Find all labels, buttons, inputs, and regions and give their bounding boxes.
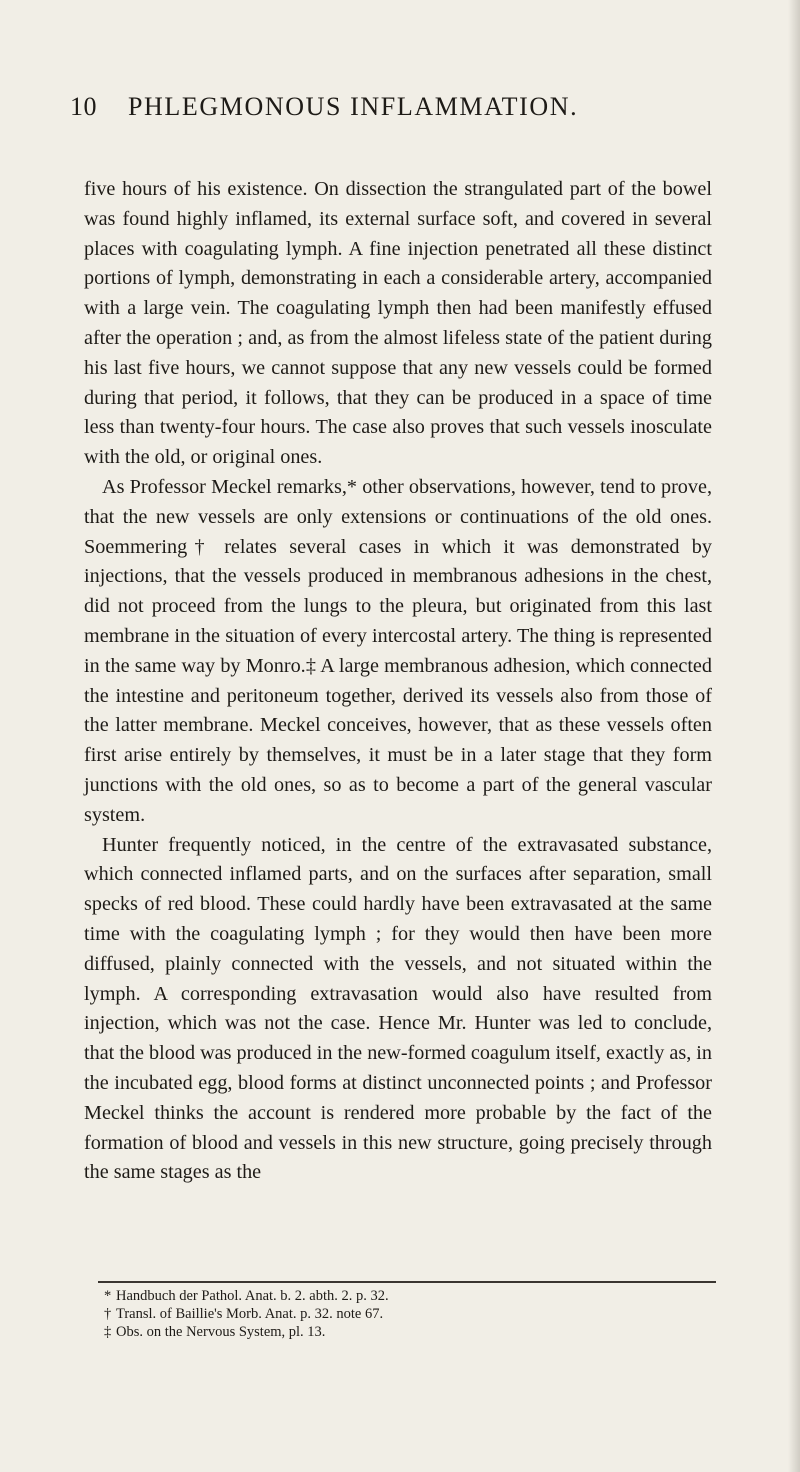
footnote-text: Transl. of Baillie's Morb. Anat. p. 32. note 67. — [116, 1306, 384, 1322]
footnote-divider — [98, 1281, 716, 1283]
page-header — [70, 92, 730, 136]
footnote-text: Obs. on the Nervous System, pl. 13. — [116, 1324, 326, 1340]
footnote-mark: * — [104, 1288, 112, 1304]
paragraph: Hunter frequently noticed, in the centre of the extravasated substance, which connected inflamed parts, and on the surfaces after separation, small specks of red blood. These could hardly have been extravasated at the same time with the coagulating lymph ; for they would then have been more diffused, plainly connected with the vessels, and not situated within the lymph. A corresponding extravasation would also have resulted from injection, which was not the case. Hence Mr. Hunter was led to conclude, that the blood was produced in the new-formed coagulum itself, exactly as, in the incubated egg, blood forms at distinct unconnected points ; and Professor Meckel thinks the account is rendered more probable by the fact of the formation of blood and vessels in this new structure, going precisely through the same stages as the — [84, 833, 712, 1184]
paragraph: five hours of his existence. On dissection the strangulated part of the bowel was found highly inflamed, its external surface soft, and covered in several places with coagulating lymph. A fine injection penetrated all these distinct portions of lymph, demonstrating in each a considerable artery, accompanied with a large vein. The coagulating lymph then had been manifestly effused after the operation ; and, as from the almost lifeless state of the patient during his last five hours, we cannot suppose that any new vessels could be formed during that period, it follows, that they can be produced in a space of time less than twenty-four hours. The case also proves that such vessels inosculate with the old, or original ones. — [84, 178, 712, 469]
page-edge-shadow — [788, 0, 800, 1472]
footnote — [104, 1305, 704, 1323]
footnote — [104, 1287, 704, 1305]
footnotes — [104, 1287, 704, 1341]
page-number: 10 — [70, 92, 97, 121]
footnote-text: Handbuch der Pathol. Anat. b. 2. abth. 2. p. 32. — [116, 1288, 389, 1304]
footnote-mark: † — [104, 1306, 112, 1322]
running-head: PHLEGMONOUS INFLAMMATION. — [128, 92, 579, 121]
footnote-mark: ‡ — [104, 1324, 112, 1340]
footnote — [104, 1323, 704, 1341]
paragraph: As Professor Meckel remarks,* other observations, however, tend to prove, that the new vessels are only extensions or continuations of the old ones. Soemmering† relates several cases in which it was demonstrated by injections, that the vessels produced in membranous adhesions in the chest, did not proceed from the lungs to the pleura, but originated from this last membrane in the situation of every intercostal artery. The thing is represented in the same way by Monro.‡ A large membranous adhesion, which connected the intestine and peritoneum together, derived its vessels also from those of the latter membrane. Meckel conceives, however, that as these vessels often first arise entirely by themselves, it must be in a later stage that they form junctions with the old ones, so as to become a part of the general vascular system. — [84, 475, 712, 826]
body-text — [84, 175, 712, 1188]
